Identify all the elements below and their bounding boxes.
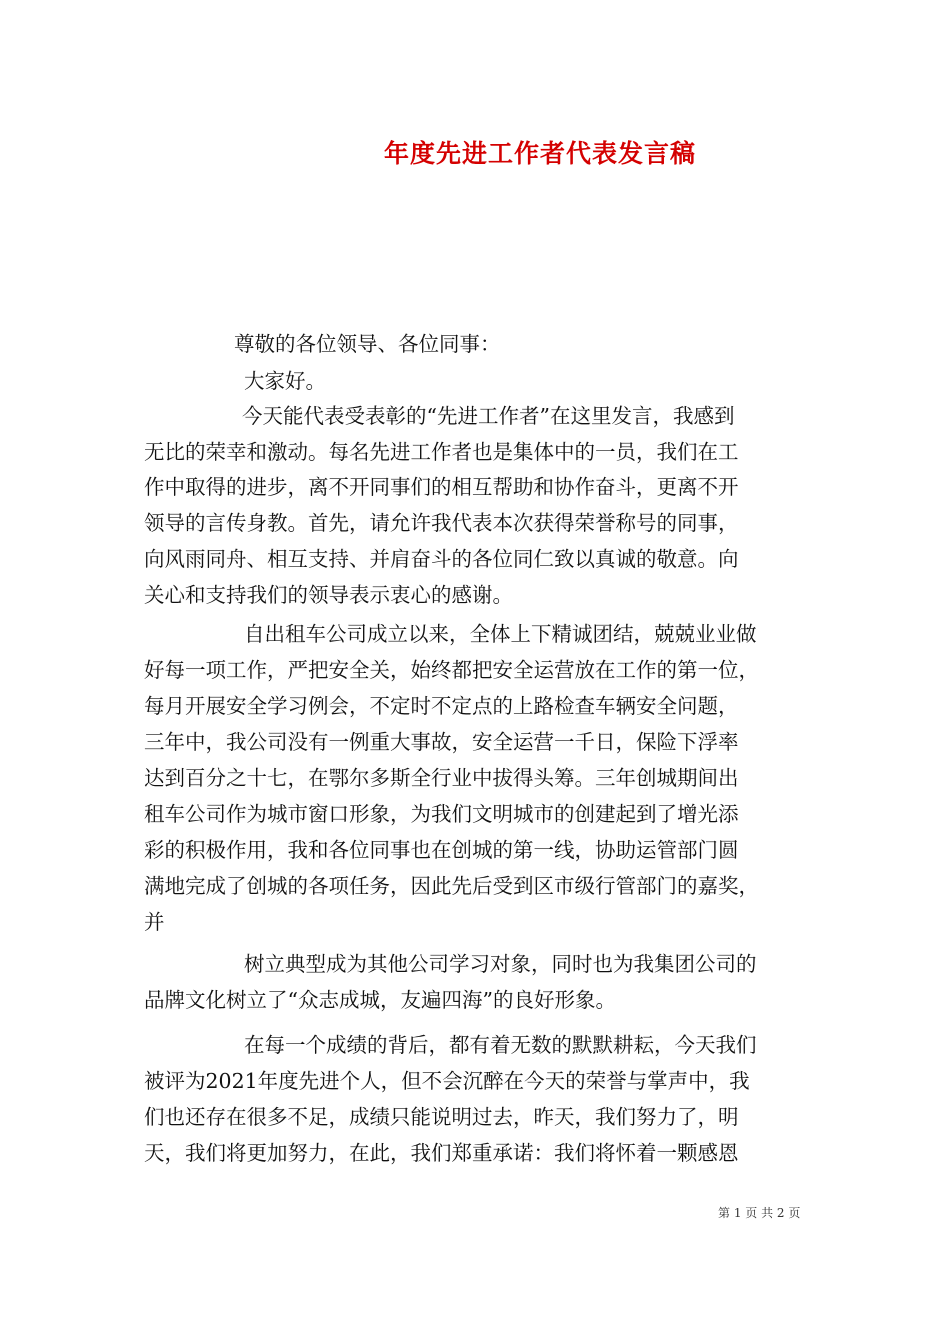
body-line: 好每一项工作，严把安全关，始终都把安全运营放在工作的第一位， <box>144 658 759 682</box>
body-line: 品牌文化树立了“众志成城，友遍四海”的良好形象。 <box>144 988 616 1012</box>
body-line: 们也还存在很多不足，成绩只能说明过去，昨天，我们努力了，明 <box>144 1105 739 1129</box>
body-line: 领导的言传身教。首先，请允许我代表本次获得荣誉称号的同事， <box>144 511 739 535</box>
body-line: 向风雨同舟、相互支持、并肩奋斗的各位同仁致以真诚的敬意。向 <box>144 547 739 571</box>
body-line: 每月开展安全学习例会，不定时不定点的上路检查车辆安全问题， <box>144 694 739 718</box>
body-line: 今天能代表受表彰的“先进工作者”在这里发言，我感到 <box>242 404 735 428</box>
body-line: 三年中，我公司没有一例重大事故，安全运营一千日，保险下浮率 <box>144 730 739 754</box>
body-line: 无比的荣幸和激动。每名先进工作者也是集体中的一员，我们在工 <box>144 440 739 464</box>
body-line: 关心和支持我们的领导表示衷心的感谢。 <box>144 583 513 607</box>
body-line: 天，我们将更加努力，在此，我们郑重承诺：我们将怀着一颗感恩 <box>144 1141 739 1165</box>
greeting: 大家好。 <box>244 369 326 393</box>
body-line: 彩的积极作用，我和各位同事也在创城的第一线，协助运管部门圆 <box>144 838 739 862</box>
body-line: 作中取得的进步，离不开同事们的相互帮助和协作奋斗，更离不开 <box>144 475 739 499</box>
body-line: 自出租车公司成立以来，全体上下精诚团结，兢兢业业做 <box>244 622 757 646</box>
body-line: 在每一个成绩的背后，都有着无数的默默耕耘，今天我们 <box>244 1033 757 1057</box>
body-line: 租车公司作为城市窗口形象，为我们文明城市的创建起到了增光添 <box>144 802 739 826</box>
body-line: 被评为2021年度先进个人，但不会沉醉在今天的荣誉与掌声中，我 <box>144 1069 750 1093</box>
body-line: 树立典型成为其他公司学习对象，同时也为我集团公司的 <box>244 952 757 976</box>
body-line: 满地完成了创城的各项任务，因此先后受到区市级行管部门的嘉奖， <box>144 874 759 898</box>
document-title: 年度先进工作者代表发言稿 <box>383 139 696 168</box>
body-line: 达到百分之十七，在鄂尔多斯全行业中拔得头筹。三年创城期间出 <box>144 766 739 790</box>
body-line: 并 <box>144 910 165 934</box>
salutation: 尊敬的各位领导、各位同事： <box>234 332 501 356</box>
page-number: 第 1 页 共 2 页 <box>718 1206 801 1220</box>
